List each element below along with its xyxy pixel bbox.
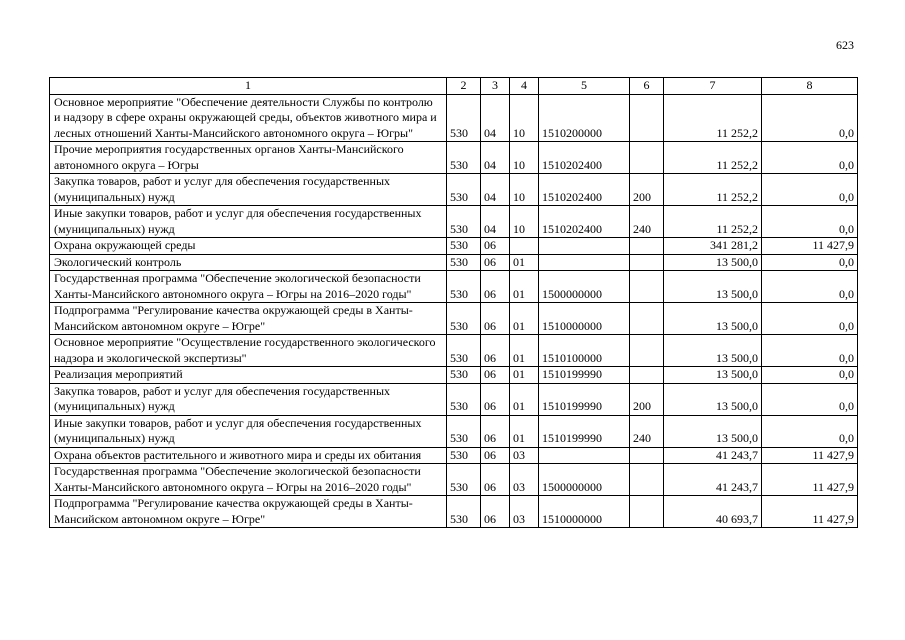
target-article-code: 1510199990 xyxy=(539,383,630,415)
expense-type-code xyxy=(630,447,664,464)
target-article-code: 1500000000 xyxy=(539,271,630,303)
amount-col8: 0,0 xyxy=(762,383,858,415)
amount-col8: 0,0 xyxy=(762,174,858,206)
amount-col8: 11 427,9 xyxy=(762,496,858,528)
target-article-code: 1510000000 xyxy=(539,496,630,528)
expense-type-code: 240 xyxy=(630,206,664,238)
item-name: Государственная программа "Обеспечение экологической безопасности Ханты-Мансийского автономного округа – Югры на 2016–2020 годы" xyxy=(50,464,447,496)
subsection-code: 01 xyxy=(510,383,539,415)
item-name: Закупка товаров, работ и услуг для обеспечения государственных (муниципальных) нужд xyxy=(50,174,447,206)
expense-type-code: 200 xyxy=(630,174,664,206)
item-name: Охрана окружающей среды xyxy=(50,238,447,255)
column-header: 7 xyxy=(664,78,762,95)
item-name: Государственная программа "Обеспечение экологической безопасности Ханты-Мансийского автономного округа – Югры на 2016–2020 годы" xyxy=(50,271,447,303)
section-code: 06 xyxy=(481,415,510,447)
subsection-code: 03 xyxy=(510,447,539,464)
budget-table xyxy=(49,77,858,528)
amount-col7: 11 252,2 xyxy=(664,206,762,238)
section-code: 06 xyxy=(481,447,510,464)
table-row xyxy=(50,303,858,335)
item-name: Реализация мероприятий xyxy=(50,367,447,384)
amount-col7: 11 252,2 xyxy=(664,174,762,206)
item-name: Подпрограмма "Регулирование качества окружающей среды в Ханты-Мансийском автономном округе – Югре" xyxy=(50,303,447,335)
admin-code: 530 xyxy=(447,415,481,447)
section-code: 04 xyxy=(481,94,510,142)
target-article-code xyxy=(539,238,630,255)
subsection-code: 03 xyxy=(510,464,539,496)
subsection-code: 01 xyxy=(510,415,539,447)
column-header: 5 xyxy=(539,78,630,95)
section-code: 04 xyxy=(481,206,510,238)
subsection-code: 01 xyxy=(510,335,539,367)
expense-type-code: 240 xyxy=(630,415,664,447)
target-article-code xyxy=(539,254,630,271)
section-code: 06 xyxy=(481,367,510,384)
subsection-code: 10 xyxy=(510,94,539,142)
expense-type-code xyxy=(630,142,664,174)
admin-code: 530 xyxy=(447,254,481,271)
amount-col8: 0,0 xyxy=(762,206,858,238)
column-header: 6 xyxy=(630,78,664,95)
expense-type-code xyxy=(630,303,664,335)
amount-col8: 0,0 xyxy=(762,271,858,303)
table-row xyxy=(50,254,858,271)
amount-col7: 13 500,0 xyxy=(664,303,762,335)
target-article-code: 1510199990 xyxy=(539,367,630,384)
column-header: 4 xyxy=(510,78,539,95)
section-code: 06 xyxy=(481,335,510,367)
expense-type-code xyxy=(630,335,664,367)
section-code: 04 xyxy=(481,142,510,174)
amount-col8: 0,0 xyxy=(762,367,858,384)
admin-code: 530 xyxy=(447,142,481,174)
amount-col7: 40 693,7 xyxy=(664,496,762,528)
amount-col7: 13 500,0 xyxy=(664,367,762,384)
target-article-code: 1510200000 xyxy=(539,94,630,142)
amount-col7: 13 500,0 xyxy=(664,271,762,303)
target-article-code: 1510000000 xyxy=(539,303,630,335)
table-row xyxy=(50,367,858,384)
table-body xyxy=(50,78,858,528)
item-name: Основное мероприятие "Осуществление государственного экологического надзора и экологической экспертизы" xyxy=(50,335,447,367)
amount-col8: 0,0 xyxy=(762,94,858,142)
admin-code: 530 xyxy=(447,335,481,367)
subsection-code: 01 xyxy=(510,303,539,335)
expense-type-code xyxy=(630,367,664,384)
target-article-code: 1510202400 xyxy=(539,206,630,238)
admin-code: 530 xyxy=(447,464,481,496)
amount-col7: 13 500,0 xyxy=(664,415,762,447)
subsection-code: 10 xyxy=(510,142,539,174)
table-row xyxy=(50,464,858,496)
expense-type-code xyxy=(630,464,664,496)
table-row xyxy=(50,415,858,447)
item-name: Прочие мероприятия государственных органов Ханты-Мансийского автономного округа – Югры xyxy=(50,142,447,174)
table-row xyxy=(50,447,858,464)
column-header: 2 xyxy=(447,78,481,95)
expense-type-code xyxy=(630,271,664,303)
amount-col7: 13 500,0 xyxy=(664,383,762,415)
subsection-code xyxy=(510,238,539,255)
column-header: 3 xyxy=(481,78,510,95)
admin-code: 530 xyxy=(447,271,481,303)
table-row xyxy=(50,206,858,238)
item-name: Экологический контроль xyxy=(50,254,447,271)
column-header: 8 xyxy=(762,78,858,95)
item-name: Подпрограмма "Регулирование качества окружающей среды в Ханты-Мансийском автономном округе – Югре" xyxy=(50,496,447,528)
section-code: 06 xyxy=(481,496,510,528)
amount-col8: 0,0 xyxy=(762,303,858,335)
amount-col7: 41 243,7 xyxy=(664,447,762,464)
table-row xyxy=(50,496,858,528)
section-code: 06 xyxy=(481,464,510,496)
admin-code: 530 xyxy=(447,447,481,464)
admin-code: 530 xyxy=(447,496,481,528)
item-name: Основное мероприятие "Обеспечение деятельности Службы по контролю и надзору в сфере охраны окружающей среды, объектов животного мира и лесных отношений Ханты-Мансийского автономного округа – Югры" xyxy=(50,94,447,142)
section-code: 06 xyxy=(481,238,510,255)
amount-col7: 11 252,2 xyxy=(664,142,762,174)
amount-col7: 41 243,7 xyxy=(664,464,762,496)
target-article-code: 1510100000 xyxy=(539,335,630,367)
target-article-code xyxy=(539,447,630,464)
section-code: 04 xyxy=(481,174,510,206)
header-row xyxy=(50,78,858,95)
item-name: Закупка товаров, работ и услуг для обеспечения государственных (муниципальных) нужд xyxy=(50,383,447,415)
amount-col7: 13 500,0 xyxy=(664,335,762,367)
table-row xyxy=(50,335,858,367)
target-article-code: 1510199990 xyxy=(539,415,630,447)
section-code: 06 xyxy=(481,271,510,303)
section-code: 06 xyxy=(481,383,510,415)
amount-col8: 11 427,9 xyxy=(762,464,858,496)
admin-code: 530 xyxy=(447,303,481,335)
admin-code: 530 xyxy=(447,238,481,255)
amount-col8: 11 427,9 xyxy=(762,447,858,464)
target-article-code: 1510202400 xyxy=(539,142,630,174)
amount-col8: 0,0 xyxy=(762,142,858,174)
target-article-code: 1500000000 xyxy=(539,464,630,496)
admin-code: 530 xyxy=(447,383,481,415)
amount-col8: 0,0 xyxy=(762,415,858,447)
item-name: Охрана объектов растительного и животного мира и среды их обитания xyxy=(50,447,447,464)
expense-type-code: 200 xyxy=(630,383,664,415)
admin-code: 530 xyxy=(447,94,481,142)
expense-type-code xyxy=(630,238,664,255)
table-row xyxy=(50,94,858,142)
amount-col7: 11 252,2 xyxy=(664,94,762,142)
amount-col7: 341 281,2 xyxy=(664,238,762,255)
subsection-code: 01 xyxy=(510,254,539,271)
amount-col8: 0,0 xyxy=(762,335,858,367)
admin-code: 530 xyxy=(447,206,481,238)
amount-col8: 11 427,9 xyxy=(762,238,858,255)
expense-type-code xyxy=(630,496,664,528)
subsection-code: 10 xyxy=(510,174,539,206)
section-code: 06 xyxy=(481,254,510,271)
page-number: 623 xyxy=(836,38,854,52)
amount-col7: 13 500,0 xyxy=(664,254,762,271)
subsection-code: 10 xyxy=(510,206,539,238)
item-name: Иные закупки товаров, работ и услуг для обеспечения государственных (муниципальных) нужд xyxy=(50,206,447,238)
admin-code: 530 xyxy=(447,174,481,206)
target-article-code: 1510202400 xyxy=(539,174,630,206)
admin-code: 530 xyxy=(447,367,481,384)
section-code: 06 xyxy=(481,303,510,335)
column-header: 1 xyxy=(50,78,447,95)
table-row xyxy=(50,238,858,255)
subsection-code: 01 xyxy=(510,271,539,303)
table-row xyxy=(50,142,858,174)
item-name: Иные закупки товаров, работ и услуг для обеспечения государственных (муниципальных) нужд xyxy=(50,415,447,447)
subsection-code: 03 xyxy=(510,496,539,528)
table-row xyxy=(50,383,858,415)
table-row xyxy=(50,174,858,206)
table-row xyxy=(50,271,858,303)
expense-type-code xyxy=(630,254,664,271)
expense-type-code xyxy=(630,94,664,142)
amount-col8: 0,0 xyxy=(762,254,858,271)
subsection-code: 01 xyxy=(510,367,539,384)
